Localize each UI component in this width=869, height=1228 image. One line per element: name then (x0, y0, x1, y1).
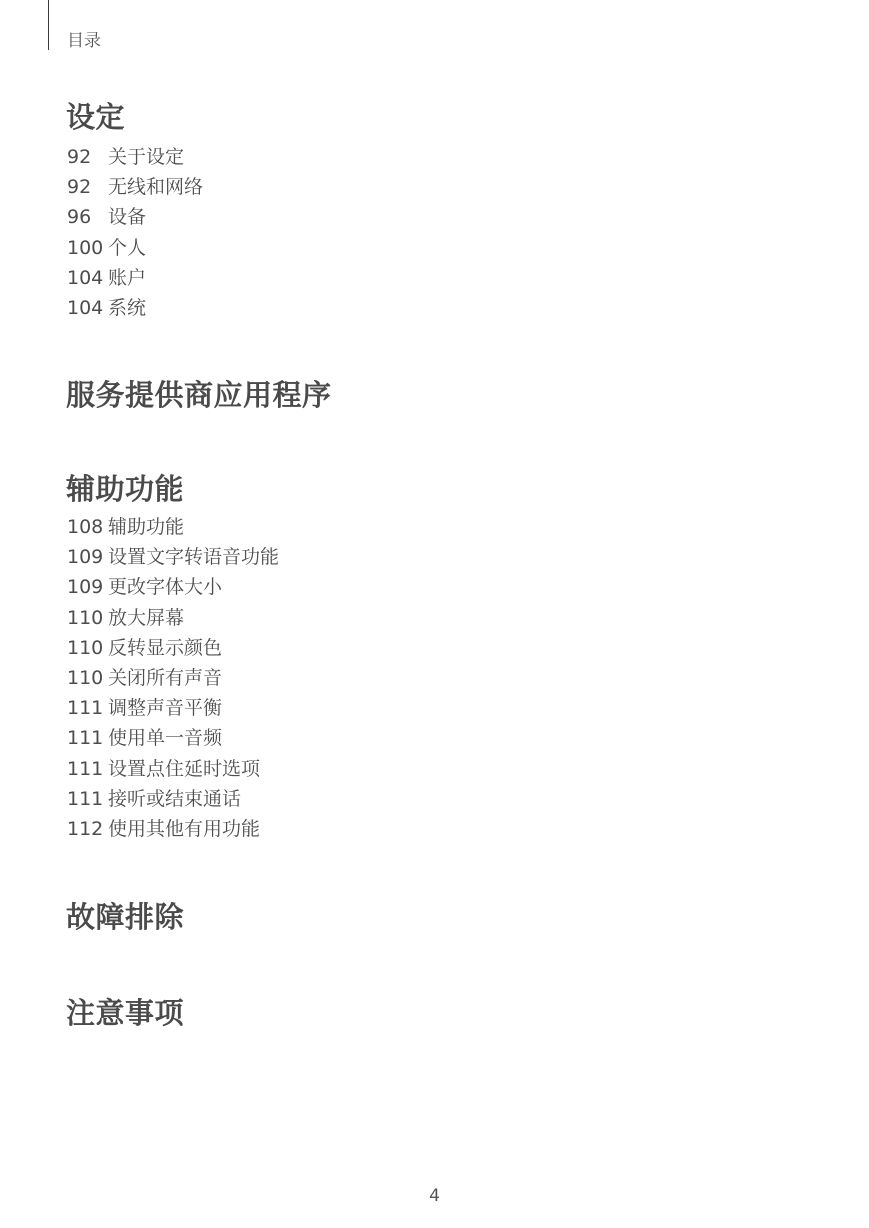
toc-page-number: 110 (67, 666, 104, 689)
toc-entry-title: 设置文字转语音功能 (108, 546, 280, 569)
toc-entry-title: 放大屏幕 (108, 606, 185, 629)
toc-page-number: 92 (67, 176, 92, 199)
toc-entry[interactable] (67, 754, 279, 784)
toc-entry-title: 调整声音平衡 (108, 697, 223, 720)
toc-page-number: 111 (67, 727, 104, 750)
toc-entry[interactable] (67, 512, 279, 542)
toc-entry-title: 接听或结束通话 (108, 787, 242, 810)
toc-entry-title: 账户 (108, 266, 147, 289)
toc-entry-title: 更改字体大小 (108, 576, 223, 599)
toc-list-accessibility (67, 512, 279, 844)
toc-entry[interactable] (67, 603, 279, 633)
toc-entry-title: 设备 (108, 206, 147, 229)
toc-entry-title: 辅助功能 (108, 516, 185, 538)
toc-entry[interactable] (67, 233, 203, 263)
page-number: 4 (429, 1186, 440, 1206)
toc-entry[interactable] (67, 172, 203, 202)
toc-entry[interactable] (67, 293, 203, 323)
toc-entry-title: 关于设定 (108, 146, 185, 168)
section-title-troubleshooting[interactable]: 故障排除 (66, 900, 185, 934)
toc-page-number: 110 (67, 606, 104, 629)
section-title-settings[interactable]: 设定 (66, 100, 126, 134)
toc-page-number: 100 (67, 236, 104, 259)
toc-entry[interactable] (67, 693, 279, 723)
toc-page-number: 96 (67, 206, 92, 229)
toc-entry-title: 系统 (108, 296, 147, 319)
toc-entry-title: 使用其他有用功能 (108, 817, 261, 840)
toc-entry-title: 个人 (108, 236, 147, 259)
toc-entry-title: 关闭所有声音 (108, 666, 223, 689)
toc-entry[interactable] (67, 784, 279, 814)
toc-entry-title: 无线和网络 (108, 176, 204, 199)
toc-page-number: 104 (67, 266, 104, 289)
toc-page-number: 111 (67, 757, 104, 780)
toc-page-number: 104 (67, 296, 104, 319)
toc-page-number: 111 (67, 697, 104, 720)
toc-entry[interactable] (67, 633, 279, 663)
toc-page-number: 92 (67, 146, 92, 168)
toc-entry-title: 使用单一音频 (108, 727, 223, 750)
toc-entry[interactable] (67, 202, 203, 232)
toc-entry[interactable] (67, 572, 279, 602)
toc-entry[interactable] (67, 723, 279, 753)
toc-entry[interactable] (67, 814, 279, 844)
margin-rule (48, 0, 49, 50)
toc-list-settings (67, 142, 203, 323)
toc-page-number: 111 (67, 787, 104, 810)
toc-entry[interactable] (67, 542, 279, 572)
section-title-provider-apps[interactable]: 服务提供商应用程序 (66, 378, 332, 412)
header-label: 目录 (67, 31, 101, 51)
toc-entry-title: 反转显示颜色 (108, 636, 223, 659)
toc-page-number: 109 (67, 576, 104, 599)
section-title-accessibility[interactable]: 辅助功能 (66, 472, 185, 506)
toc-page-number: 112 (67, 817, 104, 840)
toc-page-number: 109 (67, 546, 104, 569)
toc-entry[interactable] (67, 263, 203, 293)
toc-page-number: 110 (67, 636, 104, 659)
section-title-precautions[interactable]: 注意事项 (66, 996, 185, 1030)
toc-entry-title: 设置点住延时选项 (108, 757, 261, 780)
toc-entry[interactable] (67, 142, 203, 172)
toc-entry[interactable] (67, 663, 279, 693)
toc-page-number: 108 (67, 516, 104, 538)
